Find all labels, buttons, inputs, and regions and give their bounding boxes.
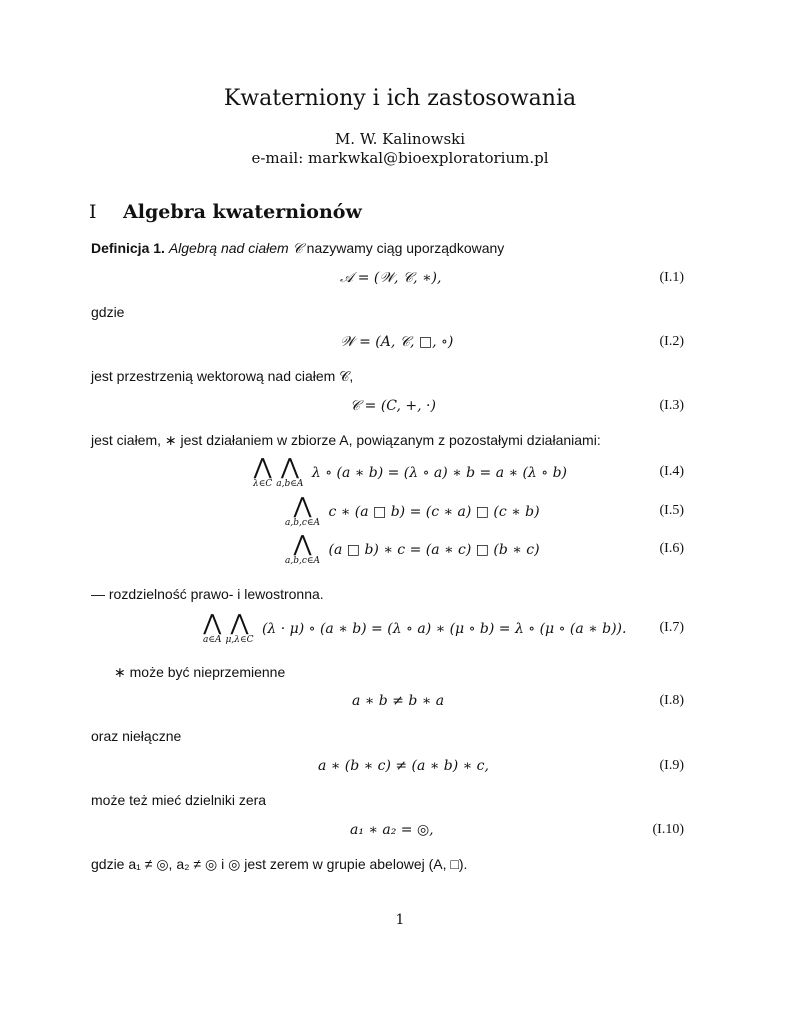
equation-body: 𝒲 = (A, 𝒞, □, ∘) xyxy=(340,334,454,350)
operator-subscript: λ∈C xyxy=(253,479,273,489)
equation-body: c ∗ (a □ b) = (c ∗ a) □ (c ∗ b) xyxy=(328,504,540,520)
big-wedge-operator: ⋀ a,b,c∈A xyxy=(285,494,321,528)
operator-subscript: a,b,c∈A xyxy=(285,518,321,528)
operator-subscript: a,b,c∈A xyxy=(285,556,321,566)
equation-body: a ∗ b ≠ b ∗ a xyxy=(352,693,445,709)
author-name: M. W. Kalinowski xyxy=(334,130,466,148)
paragraph-nielaczne: oraz niełączne xyxy=(91,728,182,744)
paper-title: Kwaterniony i ich zastosowania xyxy=(223,86,577,111)
equation-label: (I.9) xyxy=(659,758,684,773)
page-number: 1 xyxy=(395,912,405,928)
definition-label: Definicja 1. xyxy=(91,240,165,256)
equation-content xyxy=(253,457,567,489)
paragraph-zero: gdzie a₁ ≠ ◎, a₂ ≠ ◎ i ◎ jest zerem w grupie abelowej (A, □). xyxy=(91,856,468,872)
paragraph-cialem: jest ciałem, ∗ jest działaniem w zbiorze A, powiązanym z pozostałymi działaniami: xyxy=(91,432,601,448)
operator-subscript: a,b∈A xyxy=(276,479,304,489)
equation-body: (a □ b) ∗ c = (a ∗ c) □ (b ∗ c) xyxy=(328,542,540,558)
equation-label: (I.8) xyxy=(659,693,684,708)
equation-body: a₁ ∗ a₂ = ◎, xyxy=(350,822,434,838)
operator-subscript: μ,λ∈C xyxy=(225,635,254,645)
big-wedge-operator: ⋀ μ,λ∈C xyxy=(225,611,254,645)
equation-body: 𝒜 = (𝒲, 𝒞, ∗), xyxy=(340,270,442,286)
paragraph-dzielniki: może też mieć dzielniki zera xyxy=(91,792,267,808)
operator-subscript: a∈A xyxy=(203,635,222,645)
definition-term: Algebrą nad ciałem 𝒞 xyxy=(168,240,303,256)
big-wedge-operator: ⋀ a∈A xyxy=(203,611,222,645)
definition-paragraph xyxy=(91,240,504,257)
equation-label: (I.7) xyxy=(659,620,684,635)
section-title: Algebra kwaternionów xyxy=(123,201,362,223)
paragraph-nieprzemienne: ∗ może być nieprzemienne xyxy=(114,664,286,680)
big-wedge-operator: ⋀ a,b∈A xyxy=(276,455,304,489)
equation-content xyxy=(285,534,540,566)
equation-label: (I.1) xyxy=(659,270,684,285)
equation-body: (λ · μ) ∘ (a ∗ b) = (λ ∘ a) ∗ (μ ∘ b) = λ ∘ (μ ∘ (a ∗ b)). xyxy=(261,621,627,637)
author-email: e-mail: markwkal@bioexploratorium.pl xyxy=(251,149,549,167)
section-number: I xyxy=(89,201,97,223)
equation-label: (I.4) xyxy=(659,464,684,479)
equation-label: (I.6) xyxy=(659,541,684,556)
paragraph-rozdzielnosc: — rozdzielność prawo- i lewostronna. xyxy=(91,586,324,602)
definition-text: nazywamy ciąg uporządkowany xyxy=(302,240,505,256)
equation-body: λ ∘ (a ∗ b) = (λ ∘ a) ∗ b = a ∗ (λ ∘ b) xyxy=(311,465,567,481)
equation-body: a ∗ (b ∗ c) ≠ (a ∗ b) ∗ c, xyxy=(318,758,489,774)
big-wedge-operator: ⋀ λ∈C xyxy=(253,455,273,489)
equation-label: (I.2) xyxy=(659,334,684,349)
equation-body: 𝒞 = (C, +, ·) xyxy=(350,398,436,414)
equation-content xyxy=(203,613,626,645)
section-heading xyxy=(89,201,362,223)
big-wedge-operator: ⋀ a,b,c∈A xyxy=(285,532,321,566)
equation-label: (I.5) xyxy=(659,503,684,518)
equation-label: (I.10) xyxy=(652,822,684,837)
paragraph-przestrzen: jest przestrzenią wektorową nad ciałem 𝒞, xyxy=(91,368,354,384)
equation-label: (I.3) xyxy=(659,398,684,413)
paragraph-gdzie: gdzie xyxy=(91,304,125,320)
equation-content xyxy=(285,496,540,528)
